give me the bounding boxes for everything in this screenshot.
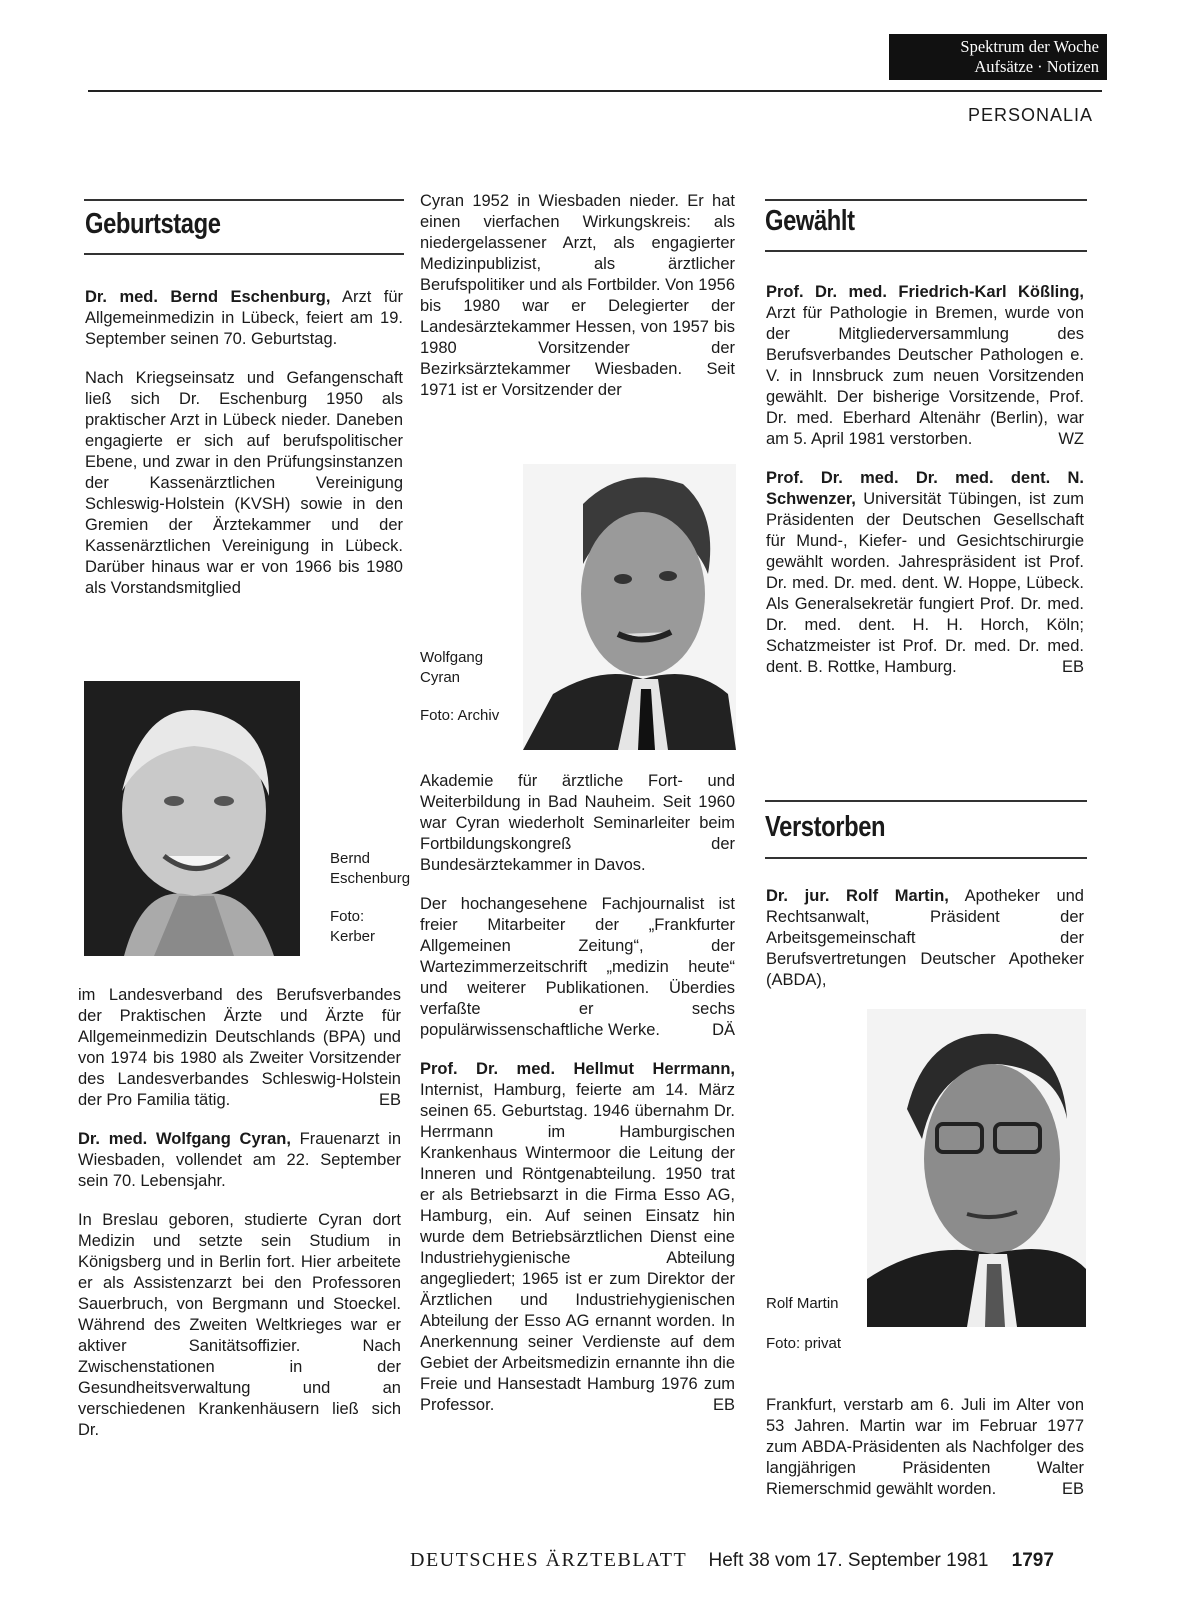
signature: EB	[1061, 1480, 1084, 1498]
column-3-bottom	[766, 1395, 1084, 1518]
entry-name: Dr. med. Wolfgang Cyran,	[78, 1130, 291, 1148]
column-3-top	[766, 282, 1084, 696]
paragraph-text: Frankfurt, verstarb am 6. Juli im Alter von 53 Jahren. Martin war im Februar 1977 zum ABDA-Präsidenten als Nachfolger des langjährigen Präsidenten Walter Riemerschmid gewählt worden.	[766, 1396, 1084, 1498]
paragraph: Nach Kriegseinsatz und Gefangenschaft ließ sich Dr. Eschenburg 1950 als praktischer Arzt in Lübeck nieder. Daneben engagierte er sich auf berufspolitischer Ebene, und zwar in den Prüfungsinstanzen der Kassenärztlichen Vereinigung Schleswig-Holstein (KVSH) sowie in den Gremien der Ärztekammer und der Kassenärztlichen Vereinigung in Lübeck. Darüber hinaus war er von 1966 bis 1980 als Vorstandsmitglied	[85, 369, 403, 597]
signature: DÄ	[712, 1021, 735, 1039]
entry-text: Internist, Hamburg, feierte am 14. März seinen 65. Geburtstag. 1946 übernahm Dr. Herrmann im Hamburgischen Krankenhaus Wintermoor die Leitung der Inneren und Röntgenabteilung. 1950 trat er als Betriebsarzt in die Firma Esso AG, Hamburg, ein. Auf seinen Einsatz hin wurde dem Betriebsärztlichen Dienst eine Industriehygienische Abteilung angegliedert; 1965 ist er zum Direktor der Ärztlichen und Industriehygienischen Abteilung der Esso AG ernannt worden. In Anerkennung seiner Verdienste auf dem Gebiet der Arbeitsmedizin ernannte ihn die Freie und Hansestadt Hamburg 1976 zum Professor.	[420, 1081, 735, 1414]
badge-line-2: Aufsätze · Notizen	[974, 57, 1099, 76]
entry-text: Universität Tübingen, ist zum Präsidenten der Deutschen Gesellschaft für Mund-, Kiefer- und Gesichtschirurgie gewählt worden. Jahrespräsident ist Prof. Dr. med. Dr. med. dent. W. Hoppe, Lübeck. Als Generalsekretär fungiert Prof. Dr. med. Dr. med. dent. H. H. Horch, Köln; Schatzmeister ist Prof. Dr. med. Dr. med. dent. B. Rottke, Hamburg.	[766, 490, 1084, 676]
signature: EB	[1061, 658, 1084, 676]
photo-martin	[867, 1009, 1086, 1327]
entry-martin	[766, 886, 1084, 991]
portrait-image	[523, 464, 736, 750]
issue-info: Heft 38 vom 17. September 1981	[708, 1550, 989, 1571]
entry-name: Prof. Dr. med. Friedrich-Karl Kößling,	[766, 283, 1084, 301]
paragraph-text: im Landesverband des Berufsverbandes der Praktischen Ärzte und Ärzte für Allgemeinmedizin Deutschlands (BPA) und von 1974 bis 1980 als Zweiter Vorsitzender des Landesverbandes Schleswig-Holstein der Pro Familia tätig.	[78, 986, 401, 1109]
heading-gewaehlt: Gewählt	[765, 205, 855, 237]
entry-text: Frauenarzt in Wiesbaden, vollendet am 22. September sein 70. Lebensjahr.	[78, 1130, 401, 1190]
caption-martin	[766, 1294, 861, 1354]
portrait-image	[84, 681, 300, 956]
signature: EB	[378, 1091, 401, 1109]
column-3-middle	[766, 886, 1084, 1009]
heading-rule-bottom	[84, 253, 404, 255]
entry-herrmann	[420, 1059, 735, 1416]
entry-text: Arzt für Pathologie in Bremen, wurde von der Mitgliederversammlung des Berufsverbandes Deutscher Pathologen e. V. in Innsbruck zum neuen Vorsitzenden gewählt. Der bisherige Vorsitzende, Prof. Dr. med. Eberhard Altenähr (Berlin), war am 5. April 1981 verstorben.	[766, 304, 1084, 448]
page-number: 1797	[1011, 1550, 1054, 1571]
caption-credit: Foto: privat	[766, 1335, 842, 1352]
column-2-top	[420, 191, 735, 419]
paragraph	[766, 1395, 1084, 1500]
paragraph: Cyran 1952 in Wiesbaden nieder. Er hat einen vierfachen Wirkungskreis: als niedergelassener Arzt, als engagierter Medizinpublizist, als ärztlicher Berufspolitiker und als Fortbilder. Von 1956 bis 1980 war er Delegierter der Landesärztekammer Hessen, von 1957 bis 1980 Vorsitzender der Bezirksärztekammer Wiesbaden. Seit 1971 ist er Vorsitzender der	[420, 192, 735, 399]
photo-cyran	[523, 464, 736, 750]
caption-eschenburg	[330, 849, 411, 947]
header-rule	[88, 90, 1102, 92]
heading-rule-bottom	[765, 857, 1087, 859]
paragraph	[78, 985, 401, 1111]
paragraph	[420, 894, 735, 1041]
entry-name: Prof. Dr. med. Hellmut Herrmann,	[420, 1060, 735, 1078]
badge-line-1: Spektrum der Woche	[960, 37, 1099, 56]
caption-credit: Foto: Kerber	[330, 908, 376, 945]
paragraph: Akademie für ärztliche Fort- und Weiterbildung in Bad Nauheim. Seit 1960 war Cyran wiederholt Seminarleiter beim Fortbildungskongreß der Bundesärztekammer in Davos.	[420, 772, 735, 874]
heading-rule-top	[84, 199, 404, 201]
entry-name: Prof. Dr. med. Dr. med. dent. N. Schwenzer,	[766, 469, 1084, 508]
heading-rule-top	[765, 800, 1087, 802]
paragraph: In Breslau geboren, studierte Cyran dort Medizin und setzte sein Studium in Königsberg und in Berlin fort. Hier arbeitete er als Assistenzarzt bei den Professoren Sauerbruch, von Bergmann und Stoeckel. Während des Zweiten Weltkrieges war er aktiver Sanitätsoffizier. Nach Zwischenstationen in der Gesundheitsverwaltung und an verschiedenen Krankenhäusern ließ sich Dr.	[78, 1211, 401, 1439]
section-badge	[889, 34, 1107, 80]
signature: WZ	[1058, 430, 1084, 448]
heading-rule-bottom	[765, 250, 1087, 252]
column-2-bottom	[420, 771, 735, 1434]
photo-eschenburg	[84, 681, 300, 956]
column-1-bottom	[78, 985, 401, 1459]
entry-cyran	[78, 1129, 401, 1192]
entry-text: Apotheker und Rechtsanwalt, Präsident der Arbeitsgemeinschaft der Berufsvertretungen Deutscher Apotheker (ABDA),	[766, 887, 1084, 989]
section-title: PERSONALIA	[968, 105, 1094, 125]
heading-geburtstage: Geburtstage	[85, 208, 221, 240]
page-footer	[410, 1549, 1054, 1572]
caption-credit: Foto: Archiv	[420, 707, 500, 724]
entry-koessling	[766, 282, 1084, 450]
paragraph-text: Der hochangesehene Fachjournalist ist freier Mitarbeiter der „Frankfurter Allgemeinen Zeitung“, der Wartezimmerzeitschrift „medizin heute“ und weiterer Publikationen. Überdies verfaßte er sechs populärwissenschaftliche Werke.	[420, 895, 735, 1039]
column-1-top	[85, 287, 403, 617]
entry-name: Dr. med. Bernd Eschenburg,	[85, 288, 331, 306]
masthead: DEUTSCHES ÄRZTEBLATT	[410, 1549, 688, 1571]
caption-cyran	[420, 648, 520, 726]
caption-name: Bernd Eschenburg	[330, 850, 411, 887]
entry-text: Arzt für Allgemeinmedizin in Lübeck, feiert am 19. September seinen 70. Geburtstag.	[85, 288, 403, 348]
entry-name: Dr. jur. Rolf Martin,	[766, 887, 949, 905]
signature: EB	[712, 1396, 735, 1414]
heading-verstorben: Verstorben	[765, 811, 886, 843]
caption-name: Wolfgang Cyran	[420, 649, 484, 686]
portrait-image	[867, 1009, 1086, 1327]
entry-eschenburg	[85, 287, 403, 350]
heading-rule-top	[765, 199, 1087, 201]
caption-name: Rolf Martin	[766, 1295, 839, 1312]
entry-schwenzer	[766, 468, 1084, 678]
